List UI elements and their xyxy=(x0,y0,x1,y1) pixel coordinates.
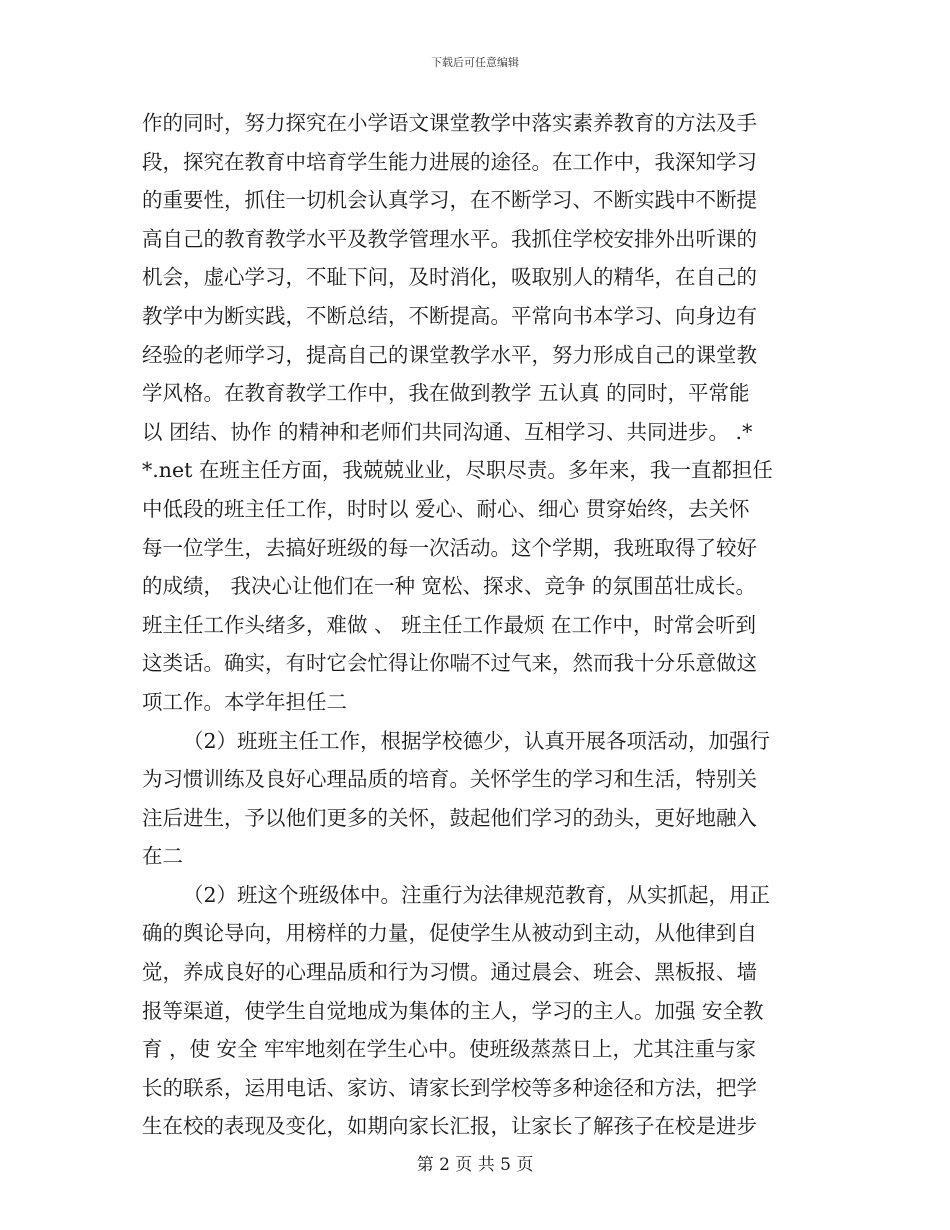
text-line: 的重要性，抓住一切机会认真学习，在不断学习、不断实践中不断提 xyxy=(142,188,757,213)
text-line: 为习惯训练及良好心理品质的培育。关怀学生的学习和生活，特别关 xyxy=(142,767,757,792)
text-line: 注后进生，予以他们更多的关怀，鼓起他们学习的劲头，更好地融入 xyxy=(142,805,757,830)
text-line: 高自己的教育教学水平及教学管理水平。我抓住学校安排外出听课的 xyxy=(142,226,757,251)
text-line-indented: （2）班这个班级体中。注重行为法律规范教育，从实抓起，用正 xyxy=(183,882,771,907)
text-line: 段，探究在教育中培育学生能力进展的途径。在工作中，我深知学习 xyxy=(142,149,757,174)
text-line: 项工作。本学年担任二 xyxy=(142,689,347,714)
text-line: 确的舆论导向，用榜样的力量，促使学生从被动到主动，从他律到自 xyxy=(142,921,757,946)
text-line: 中低段的班主任工作，时时以 爱心、耐心、细心 贯穿始终，去关怀 xyxy=(142,496,750,521)
page-number-footer: 第 2 页 共 5 页 xyxy=(416,1155,534,1175)
text-line: 生在校的表现及变化，如期向家长汇报，让家长了解孩子在校是进步 xyxy=(142,1114,757,1139)
text-line: 以 团结、协作 的精神和老师们共同沟通、互相学习、共同进步。 .* xyxy=(142,419,753,444)
text-line: 机会，虚心学习，不耻下问，及时消化，吸取别人的精华，在自己的 xyxy=(142,265,757,290)
text-line: 每一位学生，去搞好班级的每一次活动。这个学期，我班取得了较好 xyxy=(142,535,757,560)
text-line: 作的同时，努力探究在小学语文课堂教学中落实素养教育的方法及手 xyxy=(142,111,757,135)
text-line: 教学中为断实践，不断总结，不断提高。平常向书本学习、向身边有 xyxy=(142,303,757,328)
text-line: 在二 xyxy=(142,844,183,869)
text-line: 育 ，使 安全 牢牢地刻在学生心中。使班级蒸蒸日上，尤其注重与家 xyxy=(142,1037,757,1062)
text-line: 的成绩， 我决心让他们在一种 宽松、探求、竞争 的氛围茁壮成长。 xyxy=(142,574,757,599)
text-line: 报等渠道，使学生自觉地成为集体的主人，学习的主人。加强 安全教 xyxy=(142,998,764,1023)
text-line: 觉，养成良好的心理品质和行为习惯。通过晨会、班会、黑板报、墙 xyxy=(142,960,757,985)
document-body xyxy=(142,104,808,1146)
text-line: *.net 在班主任方面，我兢兢业业，尽职尽责。多年来，我一直都担任 xyxy=(142,458,773,483)
text-line: 经验的老师学习，提高自己的课堂教学水平，努力形成自己的课堂教 xyxy=(142,342,757,367)
text-line: 学风格。在教育教学工作中，我在做到教学 五认真 的同时，平常能 xyxy=(142,381,750,406)
text-line: 长的联系，运用电话、家访、请家长到学校等多种途径和方法，把学 xyxy=(142,1075,757,1100)
page-header: 下载后可任意编辑 xyxy=(431,56,519,69)
text-line: 班主任工作头绪多，难做 、 班主任工作最烦 在工作中，时常会听到 xyxy=(142,612,757,637)
text-line: 这类话。确实，有时它会忙得让你喘不过气来，然而我十分乐意做这 xyxy=(142,651,757,676)
text-line-indented: （2）班班主任工作，根据学校德少，认真开展各项活动，加强行 xyxy=(183,728,771,753)
